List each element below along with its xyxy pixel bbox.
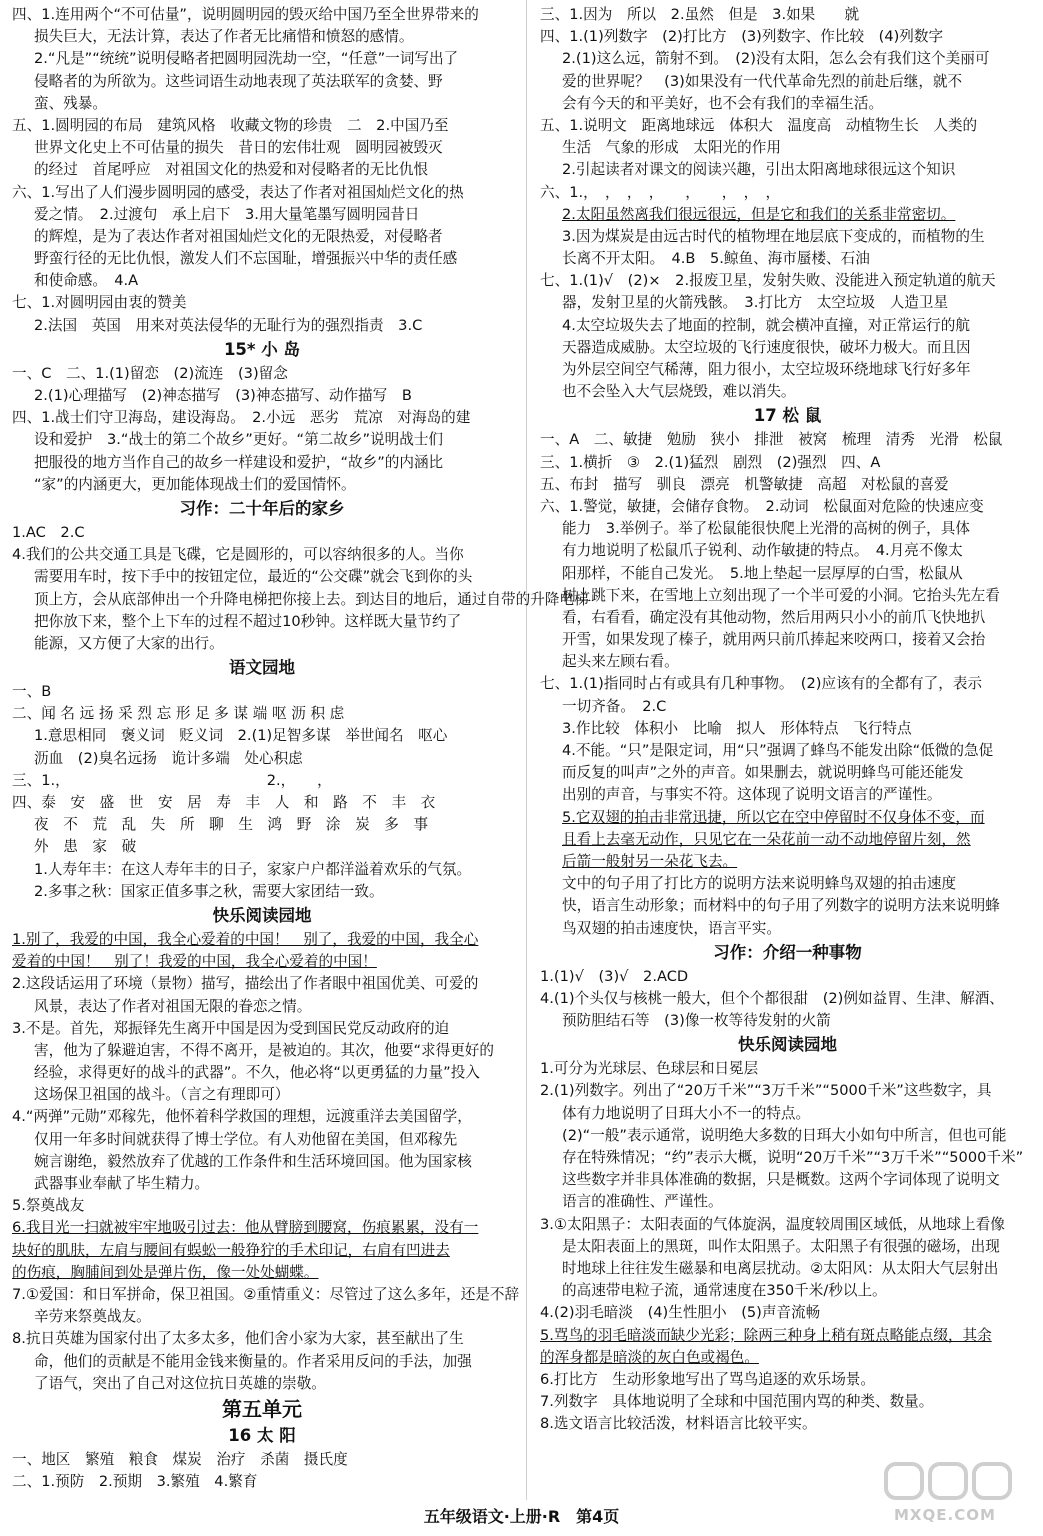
answer-line: 沥血 (2)臭名远扬 诡计多端 处心积虑 <box>34 749 303 767</box>
answer-line: 风景，表达了作者对祖国无限的眷恋之情。 <box>34 997 312 1015</box>
answer-line: 阳那样，不能自己发光。 5.地上垫起一层厚厚的白雪，松鼠从 <box>562 564 963 582</box>
answer-line: 顶上方，会从底部伸出一个升降电梯把你接上去。到达目的地后，通过自带的升降电梯 <box>34 590 589 608</box>
section-heading: 语文园地 <box>229 658 295 678</box>
answer-line: 2.太阳虽然离我们很远很远，但是它和我们的关系非常密切。 <box>562 205 956 223</box>
answer-line: 损失巨大，无法计算，表达了作者无比痛惜和愤怒的感情。 <box>34 28 414 46</box>
answer-line: 3.不是。首先，郑振铎先生离开中国是因为受到国民党反动政府的迫 <box>12 1019 450 1037</box>
answer-line: 树上跳下来，在雪地上立刻出现了一个半可爱的小洞。它抬头先左看 <box>562 586 1000 604</box>
answer-line: 4.我们的公共交通工具是飞碟，它是圆形的，可以容纳很多的人。当你 <box>12 546 464 564</box>
answer-line: 3.作比较 体积小 比喻 拟人 形体特点 飞行特点 <box>562 719 912 737</box>
answer-line: 经验，求得更好的战斗的武器”。不久，他必将“以更勇猛的力量”投入 <box>34 1064 480 1082</box>
answer-line: 1.别了，我爱的中国，我全心爱着的中国！ 别了，我爱的中国，我全心 <box>12 930 479 948</box>
answer-line: 能力 3.举例子。举了松鼠能很快爬上光滑的高树的例子，具体 <box>562 520 970 538</box>
answer-line: 一、C 二、1.(1)留恋 (2)流连 (3)留念 <box>12 364 288 382</box>
answer-line: 快，语言生动形象；而材料中的句子用了列数字的说明方法来说明蜂 <box>562 897 1000 915</box>
answer-line: 三、1.因为 所以 2.虽然 但是 3.如果 就 <box>540 6 860 23</box>
answer-line: 七、1.(1)√ (2)× 2.报废卫星，发射失败、没能进入预定轨道的航天 <box>540 272 996 290</box>
answer-line: 四、1.连用两个“不可估量”，说明圆明园的毁灭给中国乃至全世界带来的 <box>12 6 479 23</box>
answer-line: 1.可分为光球层、色球层和日冕层 <box>540 1060 759 1078</box>
answer-column-left <box>12 4 589 1493</box>
answer-line: 四、1.战士们守卫海岛，建设海岛。 2.小远 恶劣 荒凉 对海岛的建 <box>12 409 471 427</box>
answer-line: 8.抗日英雄为国家付出了太多太多，他们舍小家为大家，甚至献出了生 <box>12 1330 464 1348</box>
answer-line: 三、1.， 2.， ， <box>12 771 332 789</box>
answer-line: 语言的准确性、严谨性。 <box>562 1193 723 1211</box>
answer-column-right <box>540 4 1035 1435</box>
answer-line: 三、1.横折 ③ 2.(1)猛烈 剧烈 (2)强烈 四、A <box>540 453 881 471</box>
answer-line: 预防胆结石等 (3)像一枚等待发射的火箭 <box>562 1012 831 1030</box>
answer-line: 7.①爱国：和日军拼命，保卫祖国。②重情重义：尽管过了这么多年，还是不辞 <box>12 1285 520 1303</box>
site-watermark <box>880 1458 1020 1528</box>
answer-line: 4.不能。“只”是限定词，用“只”强调了蜂鸟不能发出除“低微的急促 <box>562 742 994 759</box>
answer-line: 的浑身都是暗淡的灰白色或褐色。 <box>540 1348 759 1366</box>
answer-line: 把你放下来，整个上下车的过程不超过10秒钟。这样既大量节约了 <box>34 612 462 630</box>
answer-line: 六、1.警觉，敏捷，会储存食物。 2.动词 松鼠面对危险的快速应变 <box>540 497 984 515</box>
answer-line: 4.(1)个头仅与核桃一般大，但个个都很甜 (2)例如益胃、生津、解酒、 <box>540 989 1004 1007</box>
answer-line: 5.祭奠战友 <box>12 1197 85 1215</box>
answer-line: 1.人寿年丰：在这人寿年丰的日子，家家户户都洋溢着欢乐的气氛。 <box>34 860 472 878</box>
answer-line: 5.骂鸟的羽毛暗淡而缺少光彩；除两三种身上稍有斑点略能点缀，其余 <box>540 1326 992 1344</box>
answer-line: 6.我目光一扫就被牢牢地吸引过去：他从臂膀到腰窝，伤痕累累，没有一 <box>12 1219 479 1237</box>
answer-line: 存在特殊情况；“约”表示大概，说明“20万千米”“3万千米”“5000千米” <box>562 1149 1024 1166</box>
answer-line: 2.法国 英国 用来对英法侵华的无耻行为的强烈指责 3.C <box>34 316 423 334</box>
answer-line: 也不会坠入大气层烧毁，难以消失。 <box>562 383 796 401</box>
answer-line: 一、A 二、敏捷 勉励 狭小 排泄 被窝 梳理 清秀 光滑 松鼠 <box>540 431 1003 449</box>
answer-line: 爱之情。 2.过渡句 承上启下 3.用大量笔墨写圆明园昔日 <box>34 205 420 223</box>
answer-line: 害，他为了躲避迫害，不得不离开，是被迫的。其次，他要“求得更好的 <box>34 1041 494 1059</box>
answer-line: 二、1.预防 2.预期 3.繁殖 4.繁育 <box>12 1473 258 1491</box>
answer-line: 七、1.对圆明园由衷的赞美 <box>12 294 187 312</box>
answer-line: 设和爱护 3.“战士的第二个故乡”更好。“第二故乡”说明战士们 <box>34 431 444 449</box>
answer-line: 5.它双翅的拍击非常迅捷，所以它在空中停留时不仅身体不变，而 <box>562 808 985 826</box>
answer-line: 把服役的地方当作自己的故乡一样建设和爱护，“故乡”的内涵比 <box>34 453 444 471</box>
answer-line: 器，发射卫星的火箭残骸。 3.打比方 太空垃圾 人造卫星 <box>562 294 949 312</box>
answer-line: 1.(1)√ (3)√ 2.ACD <box>540 967 689 985</box>
answer-line: 开雪，如果发现了榛子，就用两只前爪捧起来咬两口，接着又会抬 <box>562 631 986 649</box>
answer-line: 6.打比方 生动形象地写出了骂鸟追逐的欢乐场景。 <box>540 1370 875 1388</box>
answer-line: 2.“凡是”“统统”说明侵略者把圆明园洗劫一空，“任意”一词写出了 <box>34 50 459 68</box>
answer-line: 起头来左顾右看。 <box>562 653 679 671</box>
column-divider <box>526 0 527 1500</box>
watermark-text: MXQE.COM <box>894 1506 996 1524</box>
answer-line: 1.意思相同 褒义词 贬义词 2.(1)足智多谋 举世闻名 呕心 <box>34 727 448 745</box>
answer-line: 的伤痕，胸脯间到处是弹片伤，像一处处蝴蝶。 <box>12 1263 319 1281</box>
answer-line: 四、1.(1)列数字 (2)打比方 (3)列数字、作比较 (4)列数字 <box>540 28 944 46</box>
answer-line: 2.(1)心理描写 (2)神态描写 (3)神态描写、动作描写 B <box>34 387 412 404</box>
answer-line: 2.引起读者对课文的阅读兴趣，引出太阳离地球很远这个知识 <box>562 161 956 179</box>
answer-line: 后箭一般射另一朵花飞去。 <box>562 852 738 870</box>
answer-line: 4.太空垃圾失去了地面的控制，就会横冲直撞，对正常运行的航 <box>562 316 970 334</box>
answer-line: 外 患 家 破 <box>34 838 137 856</box>
answer-line: 为外层空间空气稀薄，阻力很小，太空垃圾环绕地球飞行好多年 <box>562 361 971 378</box>
watermark-logo-icon <box>880 1458 1020 1504</box>
section-heading: 第五单元 <box>222 1396 302 1421</box>
section-heading: 习作：二十年后的家乡 <box>179 498 345 518</box>
answer-line: 时地球上往往发生磁暴和电离层扰动。②太阳风：从太阳大气层射出 <box>562 1259 999 1277</box>
answer-line: 五、1.圆明园的布局 建筑风格 收藏文物的珍贵 二 2.中国乃至 <box>12 116 449 134</box>
answer-line: 辛劳来祭奠战友。 <box>34 1308 151 1326</box>
answer-line: 一、B <box>12 683 52 701</box>
answer-line: 夜 不 荒 乱 失 所 聊 生 鸿 野 涂 炭 多 事 <box>34 816 429 834</box>
answer-line: 体有力地说明了日珥大小不一的特点。 <box>562 1104 811 1122</box>
answer-line: 而反复的叫声”之外的声音。如果删去，就说明蜂鸟可能还能发 <box>562 764 964 782</box>
answer-line: 是太阳表面上的黑斑，叫作太阳黑子。太阳黑子有很强的磁场，出现 <box>562 1237 1000 1255</box>
answer-line: 有力地说明了松鼠爪子锐利、动作敏捷的特点。 4.月亮不像太 <box>562 542 963 560</box>
section-heading: 17 松 鼠 <box>753 406 822 426</box>
answer-line: 婉言谢绝，毅然放弃了优越的工作条件和生活环境回国。他为国家核 <box>34 1152 472 1170</box>
answer-line: 的高速带电粒子流，通常速度在350千米/秒以上。 <box>562 1282 887 1300</box>
section-heading: 15* 小 岛 <box>223 339 301 359</box>
answer-line: 4.(2)羽毛暗淡 (4)生性胆小 (5)声音流畅 <box>540 1304 821 1322</box>
section-heading: 习作：介绍一种事物 <box>713 942 862 962</box>
answer-line: 和使命感。 4.A <box>34 272 139 290</box>
answer-line: 文中的句子用了打比方的说明方法来说明蜂鸟双翅的拍击速度 <box>562 875 957 893</box>
answer-line: 了语气，突出了自己对这位抗日英雄的崇敬。 <box>34 1374 326 1392</box>
answer-line: 生活 气象的形成 太阳光的作用 <box>562 139 781 157</box>
answer-line: 鸟双翅的拍击速度快，语言平实。 <box>562 919 781 937</box>
answer-line: 7.列数字 具体地说明了全球和中国范围内骂的种类、数量。 <box>540 1393 934 1411</box>
answer-line: “家”的内涵更大，更加能体现战士们的爱国情怀。 <box>34 475 356 493</box>
answer-line: 3.①太阳黑子：太阳表面的气体旋涡，温度较周围区域低，从地球上看像 <box>540 1215 1005 1233</box>
answer-line: 二、闻 名 远 扬 采 烈 忘 形 足 多 谋 端 呕 沥 积 虑 <box>12 705 345 723</box>
answer-line: 2.(1)这么远，箭射不到。 (2)没有太阳，怎么会有我们这个美丽可 <box>562 50 990 68</box>
answer-line: (2)“一般”表示通常，说明绝大多数的日珥大小如句中所言，但也可能 <box>562 1126 1007 1144</box>
answer-line: 命，他们的贡献是不能用金钱来衡量的。作者采用反问的手法，加强 <box>34 1352 472 1370</box>
answer-line: 野蛮行径的无比仇恨，激发人们不忘国耻，增强振兴中华的责任感 <box>34 250 458 268</box>
answer-line: 8.选文语言比较活泼，材料语言比较平实。 <box>540 1415 817 1433</box>
answer-line: 一、地区 繁殖 粮食 煤炭 治疗 杀菌 摄氏度 <box>12 1450 348 1468</box>
answer-line: 侵略者的为所欲为。这些词语生动地表现了英法联军的贪婪、野 <box>34 72 443 90</box>
answer-line: 看，右看看，确定没有其他动物，然后用两只小小的前爪飞快地扒 <box>562 608 986 626</box>
answer-line: 七、1.(1)指同时占有或具有几种事物。 (2)应该有的全都有了，表示 <box>540 675 983 693</box>
answer-line: 世界文化史上不可估量的损失 昔日的宏伟壮观 圆明园被毁灭 <box>34 139 443 157</box>
answer-line: 五、布封 描写 驯良 漂亮 机警敏捷 高超 对松鼠的喜爱 <box>540 475 949 493</box>
answer-line: 的经过 首尾呼应 对祖国文化的热爱和对侵略者的无比仇恨 <box>34 161 429 179</box>
answer-line: 1.AC 2.C <box>12 523 85 541</box>
answer-line: 2.多事之秋：国家正值多事之秋，需要大家团结一致。 <box>34 882 384 900</box>
answer-line: 会有今天的和平美好，也不会有我们的幸福生活。 <box>562 94 884 112</box>
answer-line: 四、泰 安 盛 世 安 居 寿 丰 人 和 路 不 丰 衣 <box>12 794 436 811</box>
section-heading: 快乐阅读园地 <box>212 905 312 925</box>
answer-line: 且看上去毫无动作，只见它在一朵花前一动不动地停留片刻，然 <box>562 830 971 848</box>
answer-line: 需要用车时，按下手中的按钮定位，最近的“公交碟”就会飞到你的头 <box>34 568 473 586</box>
answer-line: 能源，又方便了大家的出行。 <box>34 634 224 652</box>
answer-line: 出别的声音，与事实不符。这体现了说明文语言的严谨性。 <box>562 786 942 804</box>
answer-line: 一切齐备。 2.C <box>562 697 667 715</box>
answer-line: 爱的世界呢？ (3)如果没有一代代革命先烈的前赴后继，就不 <box>562 72 963 90</box>
answer-line: 六、1.， ， ， ， ， ， ， ， <box>540 183 781 201</box>
answer-line: 五、1.说明文 距离地球远 体积大 温度高 动植物生长 人类的 <box>540 116 978 134</box>
answer-line: 2.(1)列数字。列出了“20万千米”“3万千米”“5000千米”这些数字，具 <box>540 1082 992 1100</box>
answer-line: 这场保卫祖国的战斗。（言之有理即可） <box>34 1086 290 1104</box>
answer-line: 的辉煌，是为了表达作者对祖国灿烂文化的无限热爱，对侵略者 <box>34 227 443 245</box>
answer-line: 六、1.写出了人们漫步圆明园的感受，表达了作者对祖国灿烂文化的热 <box>12 183 464 201</box>
section-heading: 快乐阅读园地 <box>738 1035 837 1055</box>
page-footer: 五年级语文·上册·R 第4页 <box>423 1507 620 1526</box>
answer-line: 天器造成威胁。太空垃圾的飞行速度很快，破坏力极大。而且因 <box>562 338 971 356</box>
answer-line: 4.“两弹”元勋”邓稼先，他怀着科学救国的理想，远渡重洋去美国留学， <box>12 1108 472 1126</box>
answer-line: 爱着的中国！ 别了！我爱的中国，我全心爱着的中国！ <box>12 953 377 971</box>
answer-line: 块好的肌肤，左肩与腰间有蜈蚣一般狰狞的手术印记，右肩有凹进去 <box>12 1241 450 1259</box>
answer-line: 蛮、残暴。 <box>34 94 107 112</box>
answer-line: 3.因为煤炭是由远古时代的植物埋在地层底下变成的，而植物的生 <box>562 227 985 245</box>
answer-line: 这些数字并非具体准确的数据，只是概数。这两个字词体现了说明文 <box>562 1171 1000 1189</box>
answer-line: 长离不开太阳。 4.B 5.鲸鱼、海市蜃楼、石油 <box>562 250 870 268</box>
answer-line: 2.这段话运用了环境（景物）描写，描绘出了作者眼中祖国优美、可爱的 <box>12 975 479 993</box>
answer-line: 仅用一年多时间就获得了博士学位。有人劝他留在美国，但邓稼先 <box>34 1130 458 1148</box>
section-heading: 16 太 阳 <box>228 1425 296 1445</box>
answer-line: 武器事业奉献了毕生精力。 <box>34 1175 210 1192</box>
